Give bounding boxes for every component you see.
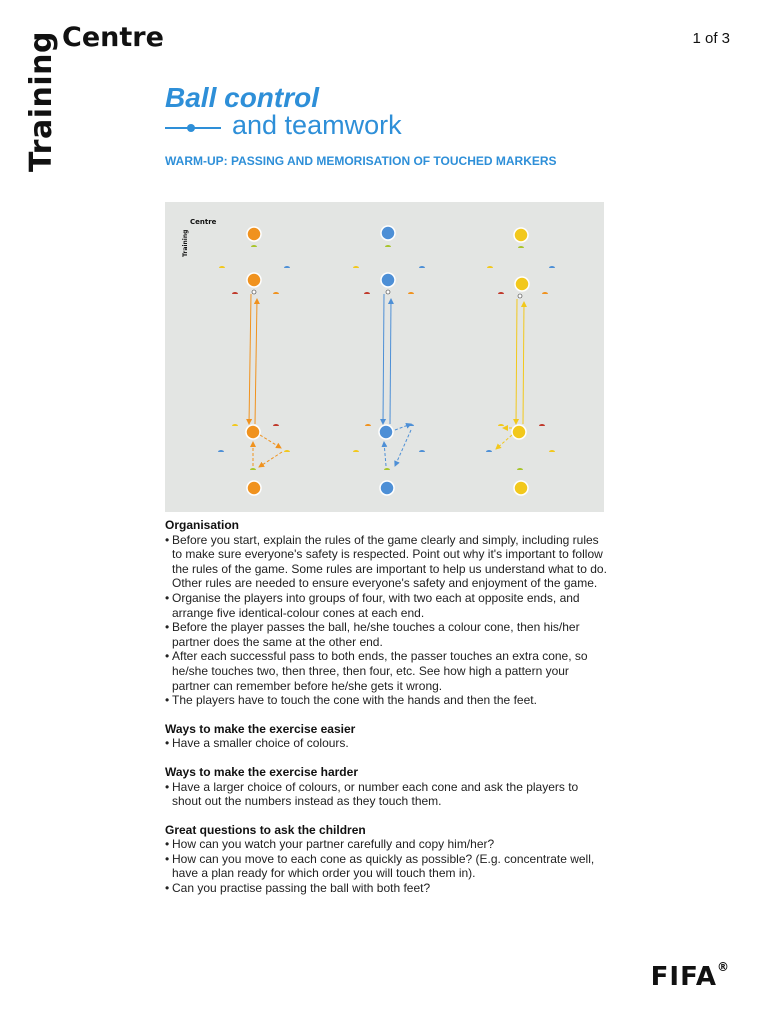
registered-mark: ® xyxy=(717,960,730,974)
bullet-list xyxy=(165,780,610,809)
bullet-list xyxy=(165,533,610,708)
list-item: • Before you start, explain the rules of the game clearly and simply, including rules to make sure everyone's safety is respected. Point out why it's important to follow the rules of the game. Some rules are important to help us understand what to do. Other rules are needed to ensure everyone's safety and enjoyment of the game. xyxy=(165,533,610,591)
cone xyxy=(250,468,256,470)
section-heading: Organisation xyxy=(165,518,240,532)
drill-diagram-svg xyxy=(165,202,604,512)
list-item: • How can you move to each cone as quickly as possible? (E.g. concentrate well, have a plan ready for which order you will touch them in). xyxy=(165,852,610,881)
exercise-subtitle: WARM-UP: PASSING AND MEMORISATION OF TOUCHED MARKERS xyxy=(165,154,557,168)
cone xyxy=(486,450,492,452)
brand-centre-text: Centre xyxy=(62,22,164,53)
blue-player-bottom-passer xyxy=(379,425,393,439)
yellow-player-top-passer xyxy=(515,277,529,291)
section-heading: Ways to make the exercise harder xyxy=(165,764,358,779)
section-heading: Great questions to ask the children xyxy=(165,822,366,837)
title-decoration-dot xyxy=(187,124,195,132)
drill-diagram xyxy=(165,202,604,512)
yellow-player-top xyxy=(514,228,528,242)
list-item: • Have a larger choice of colours, or number each cone and ask the players to shout out the numbers instead as they touch them. xyxy=(165,780,610,809)
yellow-group xyxy=(486,228,555,495)
cone xyxy=(385,245,391,247)
cone xyxy=(232,292,238,294)
cone xyxy=(364,292,370,294)
blue-group xyxy=(353,226,425,495)
pass-arrow xyxy=(516,299,517,424)
fifa-logo-text: FIFA xyxy=(650,962,717,992)
pass-arrow xyxy=(383,294,384,424)
blue-player-top xyxy=(381,226,395,240)
cone xyxy=(549,266,555,268)
cone xyxy=(419,266,425,268)
pass-arrow xyxy=(249,294,251,424)
cone xyxy=(487,266,493,268)
ball xyxy=(386,290,390,294)
section-heading: Ways to make the exercise easier xyxy=(165,721,356,736)
list-item: • Before the player passes the ball, he/she touches a colour cone, then his/her partner does the same at the other end. xyxy=(165,620,610,649)
page-number: 1 of 3 xyxy=(692,30,730,47)
diagram-logo-centre: Centre xyxy=(190,218,217,226)
list-item: • Can you practise passing the ball with both feet? xyxy=(165,881,610,896)
cone xyxy=(232,424,238,426)
section-questions xyxy=(165,823,610,896)
section-harder xyxy=(165,765,610,809)
cone xyxy=(419,450,425,452)
ball xyxy=(518,294,522,298)
blue-player-bottom xyxy=(380,481,394,495)
orange-player-top xyxy=(247,227,261,241)
move-arrow xyxy=(395,430,411,466)
cone xyxy=(518,246,524,248)
orange-group xyxy=(218,227,290,495)
cone xyxy=(542,292,548,294)
fifa-logo xyxy=(651,962,730,992)
cone xyxy=(284,450,290,452)
cone xyxy=(353,450,359,452)
list-item: • The players have to touch the cone with the hands and then the feet. xyxy=(165,693,610,708)
cone xyxy=(384,468,390,470)
list-item: • Have a smaller choice of colours. xyxy=(165,736,610,751)
yellow-player-bottom-passer xyxy=(512,425,526,439)
cone xyxy=(273,292,279,294)
move-arrow xyxy=(259,452,282,467)
orange-player-bottom-passer xyxy=(246,425,260,439)
pass-arrow xyxy=(255,299,257,424)
cone xyxy=(284,266,290,268)
brand-training-text: Training xyxy=(24,31,59,172)
cone xyxy=(408,292,414,294)
blue-player-top-passer xyxy=(381,273,395,287)
pass-arrow xyxy=(523,302,524,424)
pass-arrow xyxy=(390,299,391,424)
list-item: • How can you watch your partner carefully and copy him/her? xyxy=(165,837,610,852)
bullet-list xyxy=(165,736,610,751)
list-item: • After each successful pass to both ends, the passer touches an extra cone, so he/she touches two, then three, then four, etc. See how high a pattern your partner can remember before he/she gets it wrong. xyxy=(165,649,610,693)
title-line-1: Ball control xyxy=(165,82,320,113)
move-arrow xyxy=(260,435,281,448)
cone xyxy=(273,424,279,426)
cone xyxy=(498,424,504,426)
cone xyxy=(539,424,545,426)
ball xyxy=(252,290,256,294)
diagram-logo-training: Training xyxy=(182,229,189,257)
instructions xyxy=(165,518,610,910)
move-arrow xyxy=(384,442,386,466)
orange-player-bottom xyxy=(247,481,261,495)
cone xyxy=(365,424,371,426)
cone xyxy=(353,266,359,268)
move-arrow xyxy=(496,435,512,449)
list-item: • Organise the players into groups of four, with two each at opposite ends, and arrange five identical-colour cones at each end. xyxy=(165,591,610,620)
section-easier xyxy=(165,722,610,751)
orange-player-top-passer xyxy=(247,273,261,287)
bullet-list xyxy=(165,837,610,895)
cone xyxy=(549,450,555,452)
section-organisation xyxy=(165,518,610,708)
cone xyxy=(498,292,504,294)
cone xyxy=(218,450,224,452)
cone xyxy=(251,245,257,247)
title-line-2: and teamwork xyxy=(232,110,402,140)
yellow-player-bottom xyxy=(514,481,528,495)
cone xyxy=(517,468,523,470)
cone xyxy=(219,266,225,268)
